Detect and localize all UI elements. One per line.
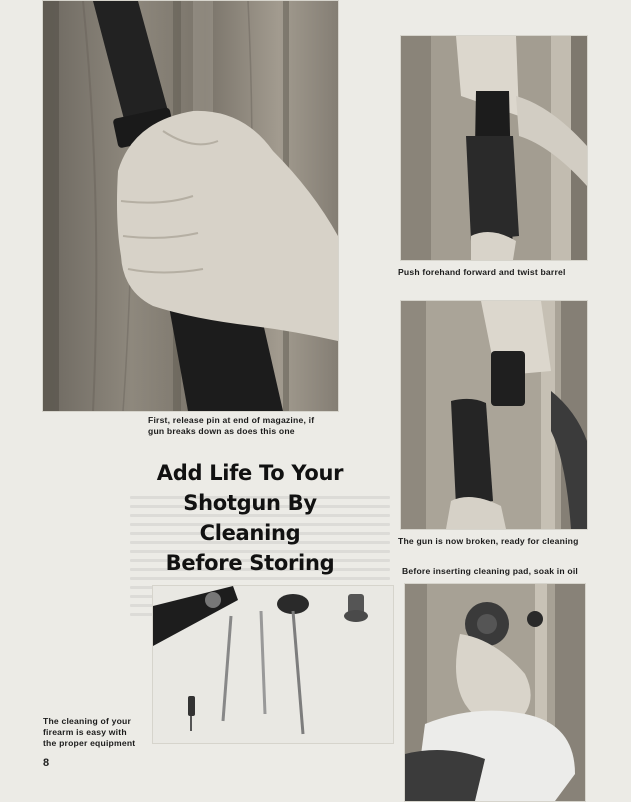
caption-release-pin bbox=[148, 415, 348, 437]
photo-twist-barrel bbox=[400, 35, 588, 261]
photo-gun-broken bbox=[400, 300, 588, 530]
page-number: 8 bbox=[43, 757, 50, 769]
headline-line2: Shotgun By Cleaning bbox=[183, 491, 317, 545]
headline-line3: Before Storing bbox=[165, 551, 335, 575]
caption-equipment bbox=[43, 716, 153, 749]
caption-twist-barrel: Push forehand forward and twist barrel bbox=[398, 267, 566, 277]
photo-release-pin bbox=[42, 0, 339, 412]
caption-cleaning-pad: Before inserting cleaning pad, soak in oil bbox=[402, 566, 579, 576]
photo-cleaning-pad-image bbox=[405, 584, 585, 801]
caption-gun-broken: The gun is now broken, ready for cleaning bbox=[398, 536, 579, 546]
caption-equipment-line2: firearm is easy with bbox=[43, 727, 127, 737]
photo-twist-barrel-image bbox=[401, 36, 587, 260]
photo-equipment-image bbox=[153, 586, 393, 743]
photo-equipment bbox=[152, 585, 394, 744]
caption-equipment-line3: the proper equipment bbox=[43, 738, 136, 748]
headline-line1: Add Life To Your bbox=[156, 461, 344, 485]
caption-release-pin-line2: gun breaks down as does this one bbox=[148, 426, 295, 436]
photo-gun-broken-image bbox=[401, 301, 587, 529]
caption-release-pin-line1: First, release pin at end of magazine, if bbox=[148, 415, 315, 425]
photo-release-pin-image bbox=[43, 1, 338, 411]
photo-cleaning-pad bbox=[404, 583, 586, 802]
caption-equipment-line1: The cleaning of your bbox=[43, 716, 132, 726]
